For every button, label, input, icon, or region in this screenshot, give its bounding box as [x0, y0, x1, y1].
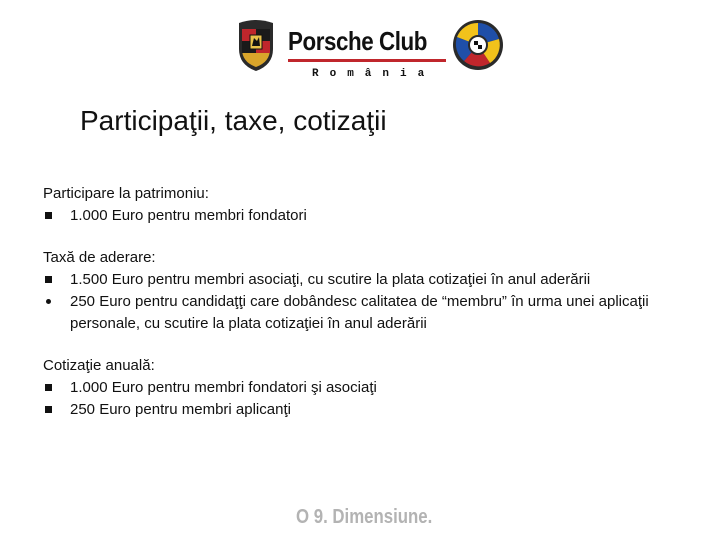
list-item-text: 1.000 Euro pentru membri fondatori: [70, 207, 307, 224]
list-item-text: 1.500 Euro pentru membri asociaţi, cu scutire la plata cotizaţiei în anul aderării: [70, 271, 591, 288]
list-item-text: 250 Euro pentru membri aplicanţi: [70, 401, 291, 418]
content-body: [43, 183, 663, 441]
club-country: România: [312, 68, 436, 80]
romania-roundel-icon: [452, 19, 504, 71]
list-item-text: 1.000 Euro pentru membri fondatori şi asociaţi: [70, 379, 377, 396]
section-annual-dues: [43, 355, 663, 421]
dot-bullet-icon: [46, 299, 51, 304]
section-patrimony: [43, 183, 663, 227]
porsche-crest-icon: [236, 15, 276, 73]
club-name: Porsche Club: [288, 26, 427, 56]
club-logo: [236, 15, 506, 80]
list-item: [43, 205, 663, 227]
list-item-text: 250 Euro pentru candidaţţi care dobândesc calitatea de “membru” în urma unei aplicaţii personale, cu scutire la plata cotizaţiei în anul aderării: [70, 293, 649, 332]
square-bullet-icon: [45, 212, 52, 219]
list-item: [43, 291, 663, 335]
list-item: [43, 269, 663, 291]
footer-watermark: O 9. Dimensiune.: [296, 506, 433, 528]
list-item: [43, 399, 663, 421]
square-bullet-icon: [45, 384, 52, 391]
logo-divider: [288, 59, 446, 62]
square-bullet-icon: [45, 276, 52, 283]
section-membership-fee: [43, 247, 663, 335]
list-item: [43, 377, 663, 399]
section-heading: Taxă de aderare:: [43, 249, 156, 266]
square-bullet-icon: [45, 406, 52, 413]
section-heading: Cotizaţie anuală:: [43, 357, 155, 374]
section-heading: Participare la patrimoniu:: [43, 185, 209, 202]
page-title: Participaţii, taxe, cotizaţii: [80, 105, 387, 136]
